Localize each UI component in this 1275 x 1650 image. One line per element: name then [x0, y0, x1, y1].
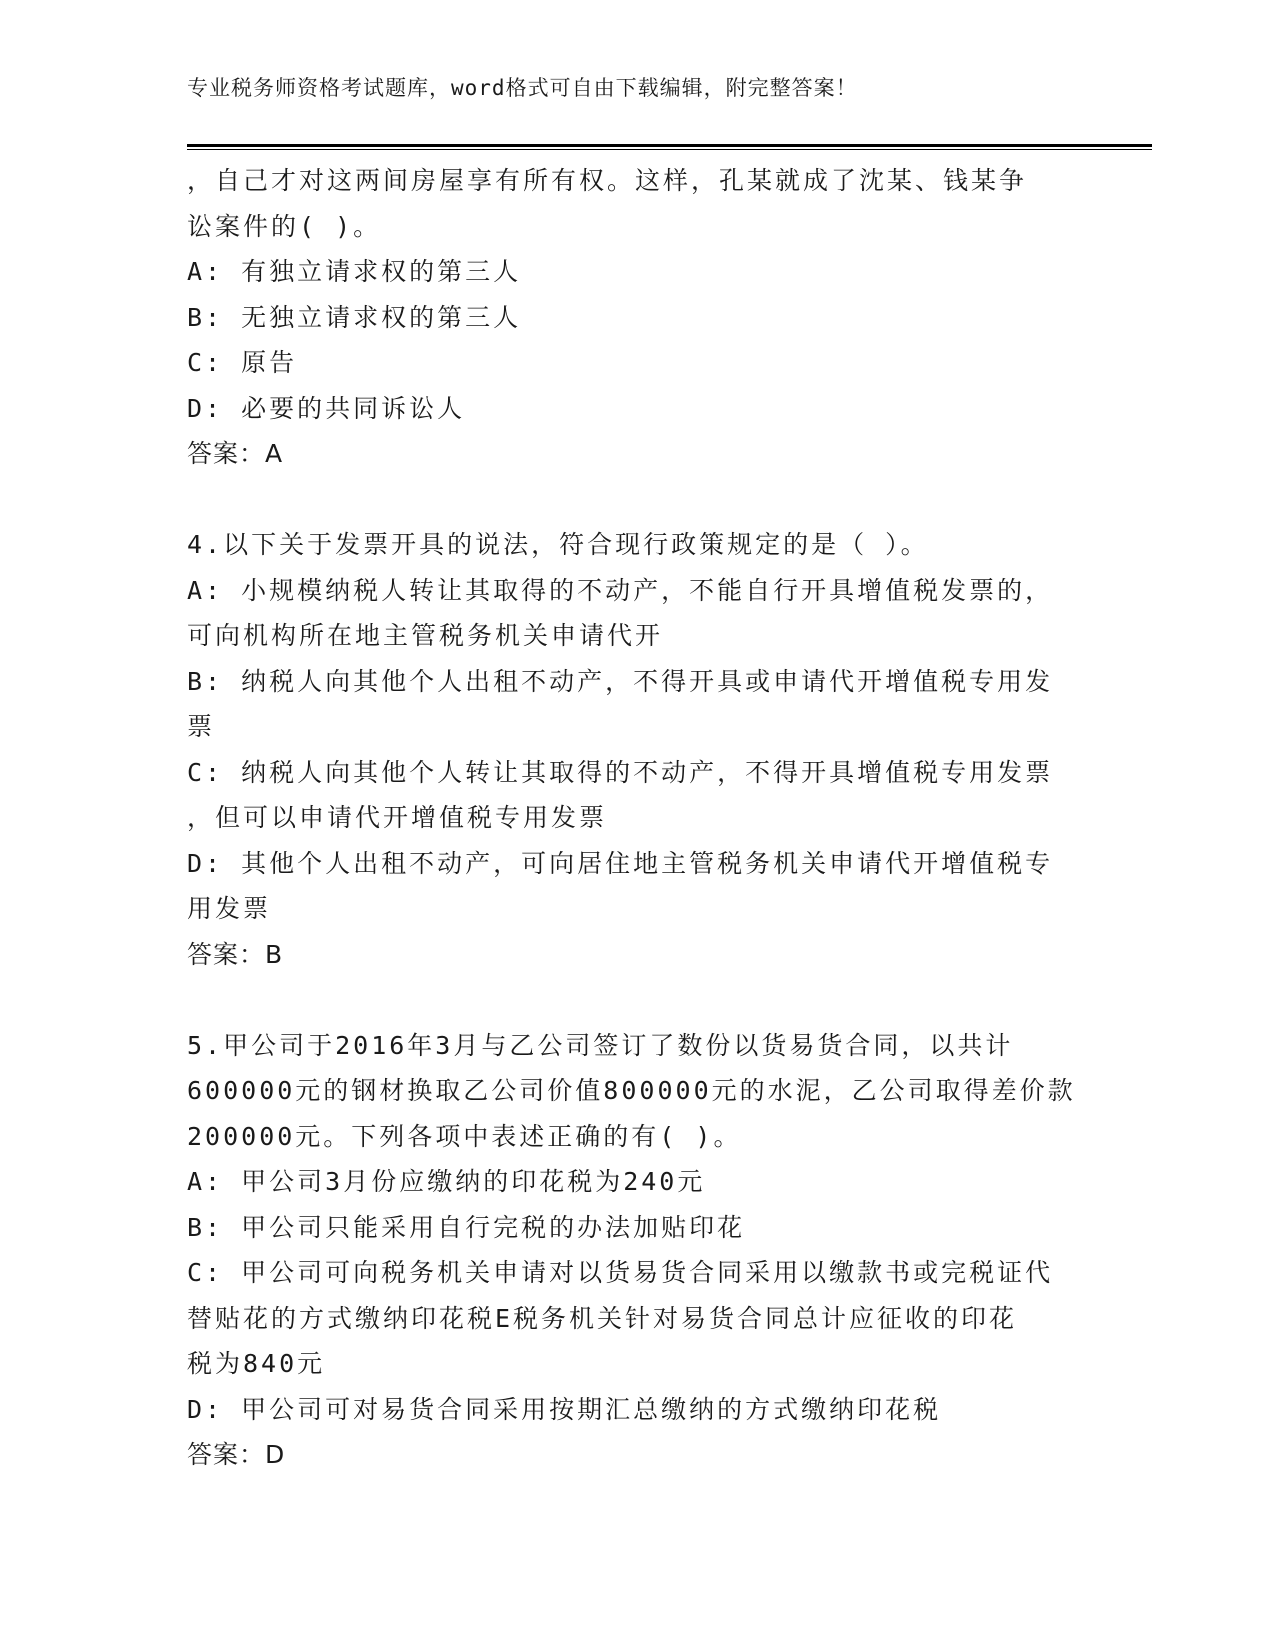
option-d: D: 必要的共同诉讼人 [187, 393, 466, 423]
option-a: A: 小规模纳税人转让其取得的不动产，不能自行开具增值税发票的， [187, 575, 1054, 605]
option-c: C: 纳税人向其他个人转让其取得的不动产，不得开具增值税专用发票 [187, 757, 1054, 787]
answer-line: 答案：A [187, 439, 284, 468]
question-text-line: ，自己才对这两间房屋享有所有权。这样，孔某就成了沈某、钱某争 [187, 166, 1028, 195]
option-d: D: 甲公司可对易货合同采用按期汇总缴纳的方式缴纳印花税 [187, 1394, 942, 1424]
page-header: 专业税务师资格考试题库，word格式可自由下载编辑，附完整答案！ [187, 76, 858, 100]
question-3 [187, 158, 1087, 477]
question-4 [187, 522, 1087, 977]
document-body [187, 158, 1087, 1478]
option-c-continued: 税为840元 [187, 1349, 326, 1378]
question-text-line: 600000元的钢材换取乙公司价值800000元的水泥，乙公司取得差价款 [187, 1076, 1076, 1105]
answer-line: 答案：B [187, 939, 284, 969]
option-b-continued: 票 [187, 712, 216, 741]
question-text-line: 200000元。下列各项中表述正确的有( )。 [187, 1121, 742, 1151]
question-5 [187, 1023, 1087, 1478]
question-text-line: 4.以下关于发票开具的说法，符合现行政策规定的是（ ）。 [187, 530, 929, 559]
spacer [187, 977, 1087, 1023]
option-b: B: 甲公司只能采用自行完税的办法加贴印花 [187, 1212, 746, 1242]
option-a: A: 有独立请求权的第三人 [187, 257, 522, 286]
answer-line: 答案：D [187, 1440, 286, 1469]
header-rule-thick [187, 144, 1152, 147]
question-text-line: 5.甲公司于2016年3月与乙公司签订了数份以货易货合同，以共计 [187, 1030, 1014, 1060]
option-a: A: 甲公司3月份应缴纳的印花税为240元 [187, 1167, 706, 1196]
option-b: B: 无独立请求权的第三人 [187, 302, 522, 332]
option-c-continued: ，但可以申请代开增值税专用发票 [187, 803, 608, 832]
option-b: B: 纳税人向其他个人出租不动产，不得开具或申请代开增值税专用发 [187, 666, 1054, 696]
option-a-continued: 可向机构所在地主管税务机关申请代开 [187, 621, 664, 650]
option-c: C: 原告 [187, 348, 298, 377]
spacer [187, 477, 1087, 523]
option-d-continued: 用发票 [187, 894, 272, 923]
question-text-line: 讼案件的( )。 [187, 211, 382, 241]
option-c: C: 甲公司可向税务机关申请对以货易货合同采用以缴款书或完税证代 [187, 1258, 1054, 1287]
header-rule-thin [187, 149, 1152, 150]
option-c-continued: 替贴花的方式缴纳印花税E税务机关针对易货合同总计应征收的印花 [187, 1303, 1018, 1333]
option-d: D: 其他个人出租不动产，可向居住地主管税务机关申请代开增值税专 [187, 848, 1054, 878]
